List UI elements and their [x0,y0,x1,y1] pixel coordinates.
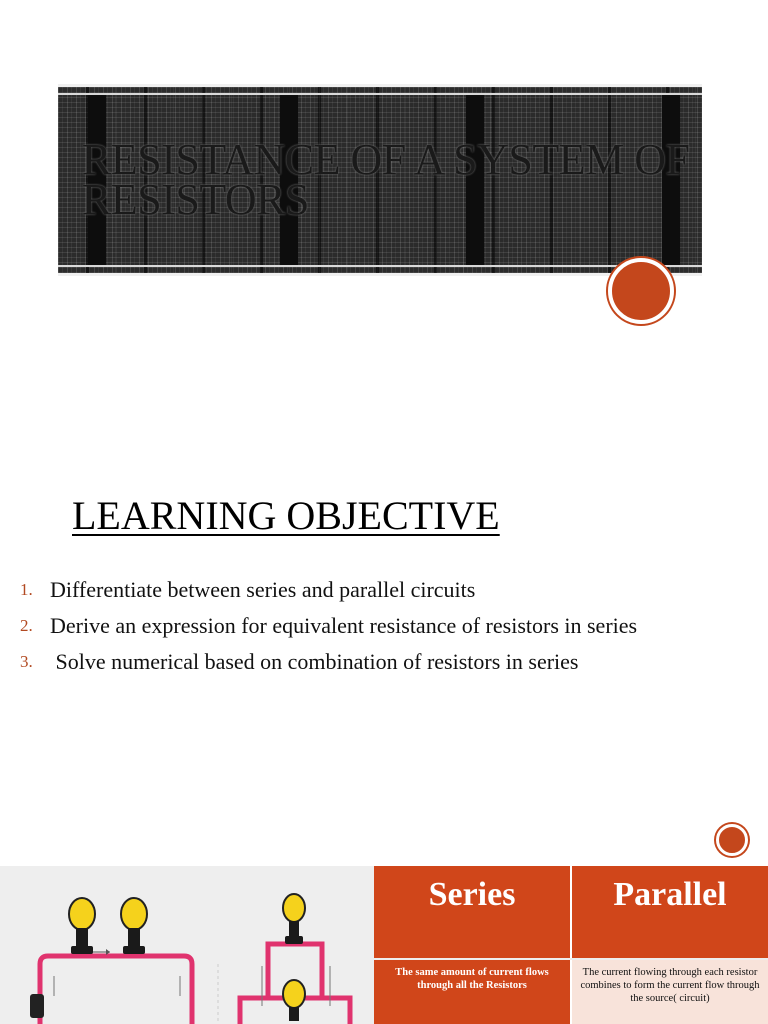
list-number: 1. [20,580,33,599]
list-item [20,612,760,640]
parallel-header: Parallel [572,866,768,958]
bulb-icon [283,980,305,1021]
list-item [20,576,760,604]
comparison-table [374,866,768,1024]
series-header: Series [374,866,572,958]
title-slide [0,0,768,420]
objectives-heading: LEARNING OBJECTIVE [72,493,500,538]
bulb-icon [121,898,147,954]
bulb-icon [69,898,95,954]
bulb-icon [283,894,305,944]
list-number: 3. [20,652,33,671]
slide-title: RESISTANCE OF A SYSTEM OF RESISTORS [82,135,690,224]
list-item [20,648,760,676]
objectives-slide [0,420,768,866]
objectives-list [20,576,760,684]
list-number: 2. [20,616,33,635]
comparison-slide [0,866,768,1024]
banner-rule-top [58,93,702,95]
circuit-diagram [0,866,374,1024]
decorative-circle [608,258,674,324]
battery-icon [30,994,44,1018]
list-text: Derive an expression for equivalent resistance of resistors in series [50,613,638,638]
banner-rule-bottom [58,265,702,267]
list-text: Differentiate between series and parallel circuits [50,577,476,602]
list-text: Solve numerical based on combination of resistors in series [50,649,579,674]
parallel-description: The current flowing through each resistor combines to form the current flow through the source( circuit) [572,960,768,1024]
series-description: The same amount of current flows through all the Resistors [374,960,572,1024]
series-wire [40,956,192,1024]
decorative-circle [716,824,748,856]
